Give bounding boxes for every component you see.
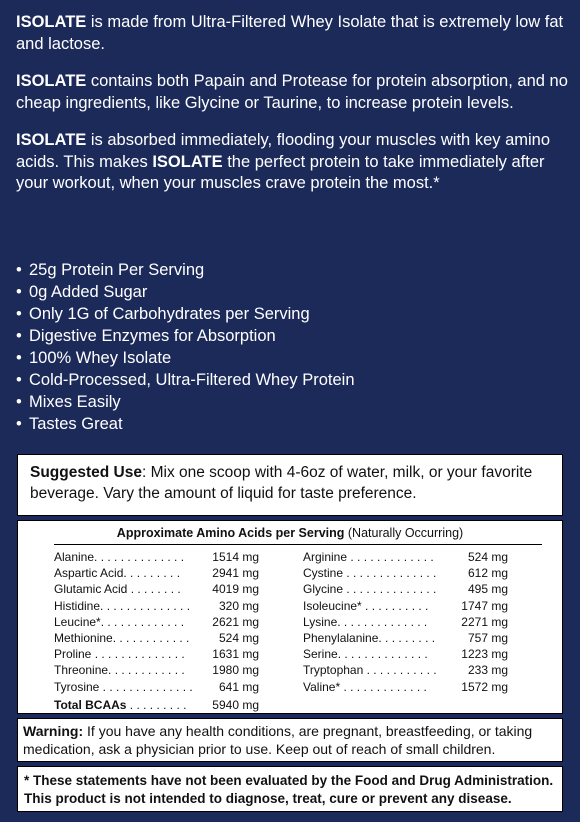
table-row: Valine* . . . . . . . . . . . . . 1572 mg: [303, 679, 508, 694]
brand-name: ISOLATE: [152, 152, 223, 171]
brand-name: ISOLATE: [16, 13, 87, 31]
table-row: Methionine. . . . . . . . . . . . 524 mg: [54, 631, 259, 646]
list-item: • Digestive Enzymes for Absorption: [16, 327, 276, 345]
intro-text: contains both Papain and Protease for protein absorption, and no cheap ingredients, like Glycine or Taurine, to increase protein levels.: [16, 72, 568, 112]
table-row: Tyrosine . . . . . . . . . . . . . . 641 mg: [54, 679, 259, 694]
bullet-icon: •: [16, 349, 22, 367]
list-item: • 0g Added Sugar: [16, 283, 148, 301]
intro-paragraph-3: [16, 130, 572, 195]
bullet-icon: •: [16, 305, 22, 323]
intro-text: is absorbed immediately, flooding your muscles with key amino acids. This makes: [16, 131, 551, 171]
intro-text: is made from Ultra-Filtered Whey Isolate that is extremely low fat and lactose.: [16, 13, 564, 53]
suggested-use-text: : Mix one scoop with 4-6oz of water, milk, or your favorite beverage. Vary the amount of liquid for taste preference.: [30, 464, 533, 502]
divider: [54, 544, 542, 545]
table-row: Arginine . . . . . . . . . . . . . 524 mg: [303, 550, 508, 564]
table-row: Alanine. . . . . . . . . . . . . . 1514 mg: [54, 550, 259, 564]
table-row: Threonine. . . . . . . . . . . . 1980 mg: [54, 663, 259, 678]
table-row: Histidine. . . . . . . . . . . . . . 320 mg: [54, 598, 259, 613]
brand-name: ISOLATE: [16, 131, 87, 149]
brand-name: ISOLATE: [16, 72, 87, 90]
list-item: • Only 1G of Carbohydrates per Serving: [16, 305, 310, 323]
list-item: • Tastes Great: [16, 415, 123, 433]
total-bcaas-row: Total BCAAs . . . . . . . . . 5940 mg: [54, 697, 259, 712]
table-row: Aspartic Acid. . . . . . . . . 2941 mg: [54, 566, 259, 581]
warning-box: [17, 718, 563, 762]
bullet-icon: •: [16, 283, 22, 301]
amino-title: Approximate Amino Acids per Serving (Naturally Occurring): [116, 526, 464, 540]
table-row: Leucine*. . . . . . . . . . . . . 2621 mg: [54, 614, 259, 629]
table-row: Glutamic Acid . . . . . . . . 4019 mg: [54, 582, 259, 597]
list-item: • Mixes Easily: [16, 393, 121, 411]
intro-section: [16, 12, 572, 211]
intro-text: the perfect protein to take immediately after your workout, when your muscles crave protein the most.*: [16, 152, 545, 192]
fda-disclaimer: * These statements have not been evaluated by the Food and Drug Administration. This product is not intended to diagnose, treat, cure or prevent any disease.: [17, 766, 563, 812]
table-row: Isoleucine* . . . . . . . . . . 1747 mg: [303, 598, 508, 613]
intro-paragraph-1: [16, 12, 572, 55]
list-item: • 25g Protein Per Serving: [16, 261, 205, 279]
table-row: Serine. . . . . . . . . . . . . . 1223 mg: [303, 647, 508, 662]
table-row: Cystine . . . . . . . . . . . . . . 612 mg: [303, 566, 508, 581]
table-row: Glycine . . . . . . . . . . . . . . 495 mg: [303, 582, 508, 597]
bullet-icon: •: [16, 393, 22, 411]
amino-column-right: [303, 549, 552, 695]
list-item: • Cold-Processed, Ultra-Filtered Whey Protein: [16, 371, 355, 389]
bullet-icon: •: [16, 327, 22, 345]
warning-text: If you have any health conditions, are pregnant, breastfeeding, or taking medication, ask a physician prior to use. Keep out of reach of small children.: [23, 723, 533, 757]
warning-label: Warning:: [23, 723, 84, 739]
amino-column-left: [54, 549, 303, 695]
list-item: • 100% Whey Isolate: [16, 349, 172, 367]
bullet-icon: •: [16, 261, 22, 279]
suggested-use-box: [17, 454, 563, 516]
table-row: Proline . . . . . . . . . . . . . . 1631 mg: [54, 647, 259, 662]
table-row: Lysine. . . . . . . . . . . . . . 2271 mg: [303, 614, 508, 629]
bullet-icon: •: [16, 415, 22, 433]
table-row: Phenylalanine. . . . . . . . . 757 mg: [303, 631, 508, 646]
amino-acid-table: [17, 520, 563, 714]
intro-paragraph-2: [16, 71, 572, 114]
bullet-icon: •: [16, 371, 22, 389]
suggested-use-label: Suggested Use: [30, 464, 142, 481]
feature-list: [16, 259, 355, 435]
table-row: Tryptophan . . . . . . . . . . . 233 mg: [303, 663, 508, 678]
